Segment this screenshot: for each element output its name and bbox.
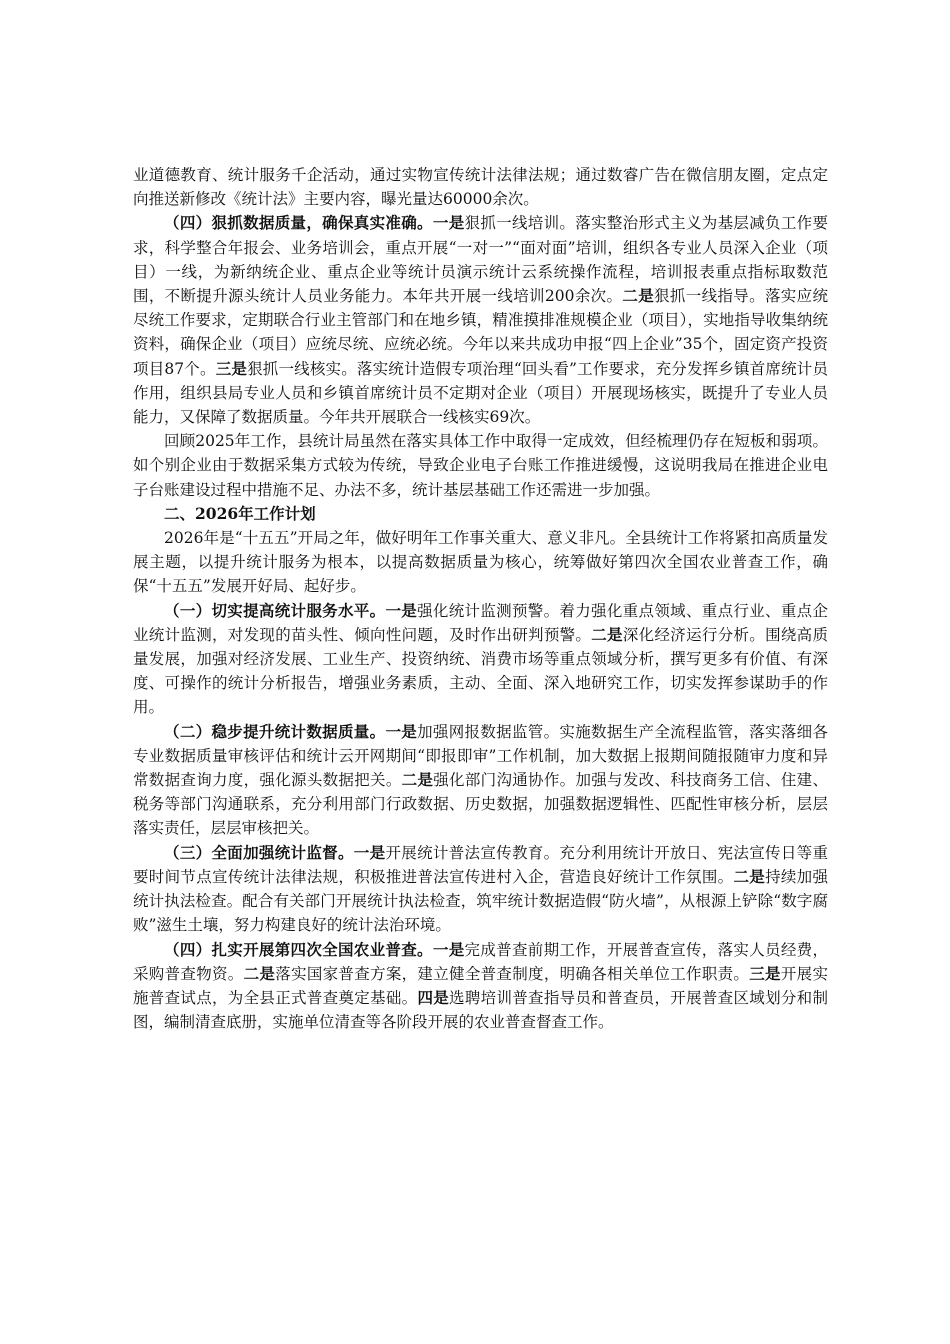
text-run: 2026年是“十五五”开局之年，做好明年工作事关重大、意义非凡。全县统计工作将紧扣高质量发展主题，以提升统计服务为根本，以提高数据质量为核心，统筹做好第四次全国农业普查工作，确保“十五五”发展开好局、起好步。: [133, 529, 828, 596]
document-page: [133, 163, 828, 1034]
bold-run: （四）扎实开展第四次全国农业普查。: [164, 939, 433, 959]
bold-run: 一是: [353, 842, 386, 862]
text-run: 业道德教育、统计服务千企活动，通过实物宣传统计法律法规；通过数睿广告在微信朋友圈，定点定向推送新修改《统计法》主要内容，曝光量达60000余次。: [133, 166, 828, 209]
bold-run: 二是: [622, 286, 655, 306]
text-run: 持续加强统计执法检查。配合有关部门开展统计执法检查，筑牢统计数据造假“防火墙”，从根源上铲除“数字腐败”滋生土壤，努力构建良好的统计法治环境。: [133, 867, 828, 935]
paragraph: [133, 526, 828, 599]
paragraph: [133, 211, 828, 429]
text-run: 强化统计监测预警。着力强化重点领域、重点行业、重点企业统计监测，对发现的苗头性、倾向性问题，及时作出研判预警。: [133, 601, 828, 644]
bold-run: （三）全面加强统计监督。: [164, 842, 354, 862]
text-run: 加强网报数据监管。实施数据生产全流程监管，落实落细各专业数据质量审核评估和统计云开网期间“即报即审”工作机制，加大数据上报期间随报随审力度和异常数据查询力度，强化源头数据把关。: [133, 722, 828, 790]
bold-run: （一）切实提高统计服务水平。: [164, 600, 386, 620]
text-run: 落实国家普查方案，建立健全普查制度，明确各相关单位工作职责。: [275, 964, 750, 983]
bold-run: 二是: [243, 963, 276, 983]
text-run: 狠抓一线指导。落实应统尽统工作要求，定期联合行业主管部门和在地乡镇，精准摸排准规模企业（项目），实地指导收集纳统资料，确保企业（项目）应统尽统、应统必统。今年以来共成功申报“四上企业”35个，固定资产投资项目87个。: [133, 287, 828, 378]
text-run: 选聘培训普查指导员和普查员，开展普查区域划分和制图，编制清查底册，实施单位清查等各阶段开展的农业普查督查工作。: [133, 988, 828, 1032]
bold-run: 二是: [733, 866, 766, 886]
paragraph: [133, 841, 828, 938]
text-run: 强化部门沟通协作。加强与发改、科技商务工信、住建、税务等部门沟通联系，充分利用部门行政数据、历史数据，加强数据逻辑性、匹配性审核分析，层层落实责任，层层审核把关。: [133, 771, 828, 838]
text-run: 狠抓一线培训。落实整治形式主义为基层减负工作要求，科学整合年报会、业务培训会，重点开展“一对一”“面对面”培训，组织各专业人员深入企业（项目）一线，为新纳统企业、重点企业等统计员演示统计云系统操作流程，培训报表重点指标取数范围，不断提升源头统计人员业务能力。本年共开展一线培训200余次。: [133, 214, 828, 306]
bold-run: 二是: [401, 770, 434, 790]
bold-run: 一是: [432, 939, 465, 959]
text-run: 深化经济运行分析。围绕高质量发展，加强对经济发展、工业生产、投资纳统、消费市场等重点领域分析，撰写更多有价值、有深度、可操作的统计分析报告，增强业务素质，主动、全面、深入地研究工作，切实发挥参谋助手的作用。: [133, 625, 828, 717]
paragraph: [133, 163, 828, 211]
bold-run: 一是: [385, 721, 418, 741]
bold-run: 二、2026年工作计划: [164, 503, 316, 523]
text-run: 开展统计普法宣传教育。充分利用统计开放日、宪法宣传日等重要时间节点宣传统计法律法规，积极推进普法宣传进村入企，营造良好统计工作氛围。: [133, 843, 828, 886]
bold-run: 三是: [749, 963, 781, 983]
bold-run: （四）狠抓数据质量，确保真实准确。: [164, 213, 433, 233]
text-run: 开展实施普查试点，为全县正式普查奠定基础。: [133, 964, 828, 1007]
bold-run: （二）稳步提升统计数据质量。: [164, 721, 386, 741]
bold-run: 一是: [432, 213, 465, 233]
paragraph: [133, 599, 828, 720]
bold-run: 二是: [591, 624, 623, 644]
text-run: 完成普查前期工作，开展普查宣传，落实人员经费，采购普查物资。: [133, 940, 828, 983]
paragraph: [133, 720, 828, 841]
text-run: 狠抓一线核实。落实统计造假专项治理“回头看”工作要求，充分发挥乡镇首席统计员作用，组织县局专业人员和乡镇首席统计员不定期对企业（项目）开展现场核实，既提升了专业人员能力，又保障了数据质量。今年共开展联合一线核实69次。: [133, 359, 828, 427]
bold-run: 三是: [215, 358, 248, 378]
paragraph: [133, 429, 828, 502]
paragraph: [133, 938, 828, 1035]
section-heading: [133, 502, 828, 526]
bold-run: 四是: [417, 987, 450, 1007]
bold-run: 一是: [385, 600, 418, 620]
text-run: 回顾2025年工作，县统计局虽然在落实具体工作中取得一定成效，但经梳理仍存在短板和弱项。如个别企业由于数据采集方式较为传统，导致企业电子台账工作推进缓慢，这说明我局在推进企业电子台账建设过程中措施不足、办法不多，统计基层基础工作还需进一步加强。: [133, 432, 828, 499]
